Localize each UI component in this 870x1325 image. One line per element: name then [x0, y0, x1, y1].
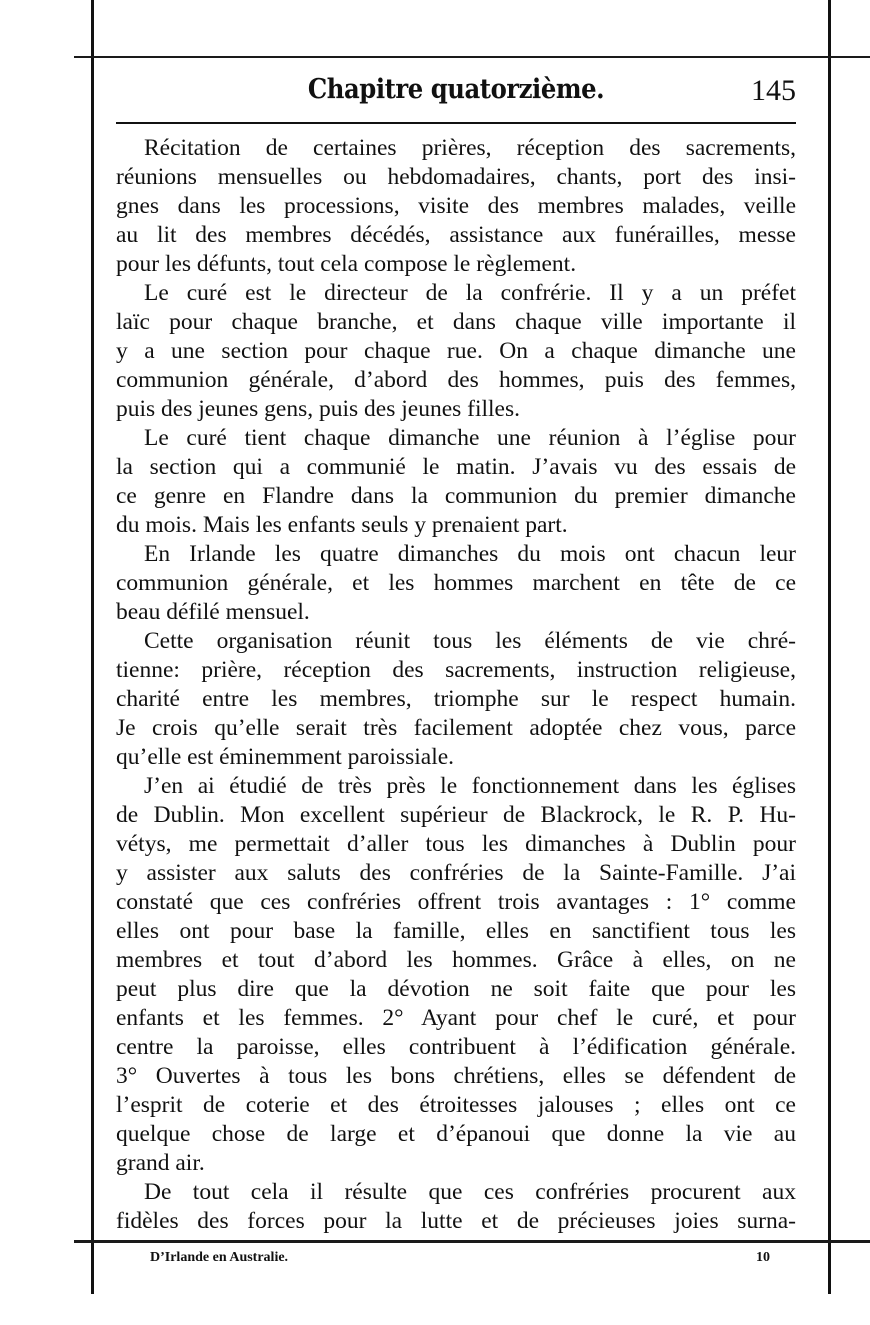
text-line: gnes dans les processions, visite des membres malades, veille — [116, 193, 796, 219]
text-line: constaté que ces confréries offrent trois avantages : 1° comme — [116, 889, 796, 915]
right-frame-line — [828, 0, 831, 1294]
text-line: y assister aux saluts des confréries de la Sainte-Famille. J’ai — [116, 860, 796, 886]
text-line: J’en ai étudié de très près le fonctionnement dans les églises — [144, 773, 796, 799]
text-line: Cette organisation réunit tous les éléments de vie chré- — [144, 628, 796, 654]
text-line: au lit des membres décédés, assistance aux funérailles, messe — [116, 222, 796, 248]
text-line: vétys, me permettait d’aller tous les dimanches à Dublin pour — [116, 831, 796, 857]
chapter-title: Chapitre quatorzième. — [307, 74, 605, 105]
text-line: communion générale, et les hommes marchent en tête de ce — [116, 570, 796, 596]
text-line: elles ont pour base la famille, elles en sanctifient tous les — [116, 918, 796, 944]
text-line: puis des jeunes gens, puis des jeunes filles. — [116, 396, 521, 422]
signature-title: D’Irlande en Australie. — [150, 1250, 289, 1265]
text-line: grand air. — [116, 1150, 205, 1176]
signature-mark: 10 — [756, 1250, 770, 1265]
text-line: qu’elle est éminemment paroissiale. — [116, 744, 455, 770]
paragraph-7 — [116, 1178, 796, 1236]
text-line: enfants et les femmes. 2° Ayant pour chef le curé, et pour — [116, 1005, 796, 1031]
text-line: centre la paroisse, elles contribuent à l’édification générale. — [116, 1034, 796, 1060]
text-line: du mois. Mais les enfants seuls y prenaient part. — [116, 512, 568, 538]
top-frame-line — [74, 56, 870, 58]
paragraph-1 — [116, 134, 796, 279]
text-line: pour les défunts, tout cela compose le règlement. — [116, 251, 577, 277]
text-line: de Dublin. Mon excellent supérieur de Blackrock, le R. P. Hu- — [116, 802, 796, 828]
paragraph-3 — [116, 424, 796, 540]
text-line: En Irlande les quatre dimanches du mois ont chacun leur — [144, 541, 796, 567]
text-line: réunions mensuelles ou hebdomadaires, chants, port des insi- — [116, 164, 796, 190]
bottom-frame-line — [74, 1240, 870, 1243]
text-line: ce genre en Flandre dans la communion du premier dimanche — [116, 483, 796, 509]
text-line: communion générale, d’abord des hommes, puis des femmes, — [116, 367, 796, 393]
text-line: quelque chose de large et d’épanoui que donne la vie au — [116, 1121, 796, 1147]
text-line: charité entre les membres, triomphe sur le respect humain. — [116, 686, 796, 712]
left-frame-line — [91, 0, 94, 1294]
paragraph-5 — [116, 627, 796, 772]
header-rule — [116, 122, 796, 124]
text-line: Le curé tient chaque dimanche une réunion à l’église pour — [144, 425, 796, 451]
page-number: 145 — [751, 74, 796, 107]
text-line: laïc pour chaque branche, et dans chaque ville importante il — [116, 309, 796, 335]
running-head — [116, 72, 796, 116]
paragraph-6 — [116, 772, 796, 1178]
paragraph-2 — [116, 279, 796, 424]
text-line: membres et tout d’abord les hommes. Grâce à elles, on ne — [116, 947, 796, 973]
text-line: 3° Ouvertes à tous les bons chrétiens, elles se défendent de — [116, 1063, 796, 1089]
text-line: fidèles des forces pour la lutte et de précieuses joies surna- — [116, 1208, 796, 1234]
text-line: De tout cela il résulte que ces confréries procurent aux — [144, 1179, 796, 1205]
text-line: la section qui a communié le matin. J’avais vu des essais de — [116, 454, 796, 480]
text-line: l’esprit de coterie et des étroitesses jalouses ; elles ont ce — [116, 1092, 796, 1118]
body-text — [116, 134, 796, 1236]
text-line: Le curé est le directeur de la confrérie. Il y a un préfet — [144, 280, 796, 306]
text-line: Je crois qu’elle serait très facilement adoptée chez vous, parce — [116, 715, 796, 741]
paragraph-4 — [116, 540, 796, 627]
page-footer — [150, 1250, 770, 1272]
text-line: beau défilé mensuel. — [116, 599, 310, 625]
text-line: peut plus dire que la dévotion ne soit faite que pour les — [116, 976, 796, 1002]
text-line: y a une section pour chaque rue. On a chaque dimanche une — [116, 338, 796, 364]
text-line: tienne: prière, réception des sacrements, instruction religieuse, — [116, 657, 796, 683]
text-line: Récitation de certaines prières, réception des sacrements, — [144, 135, 796, 161]
